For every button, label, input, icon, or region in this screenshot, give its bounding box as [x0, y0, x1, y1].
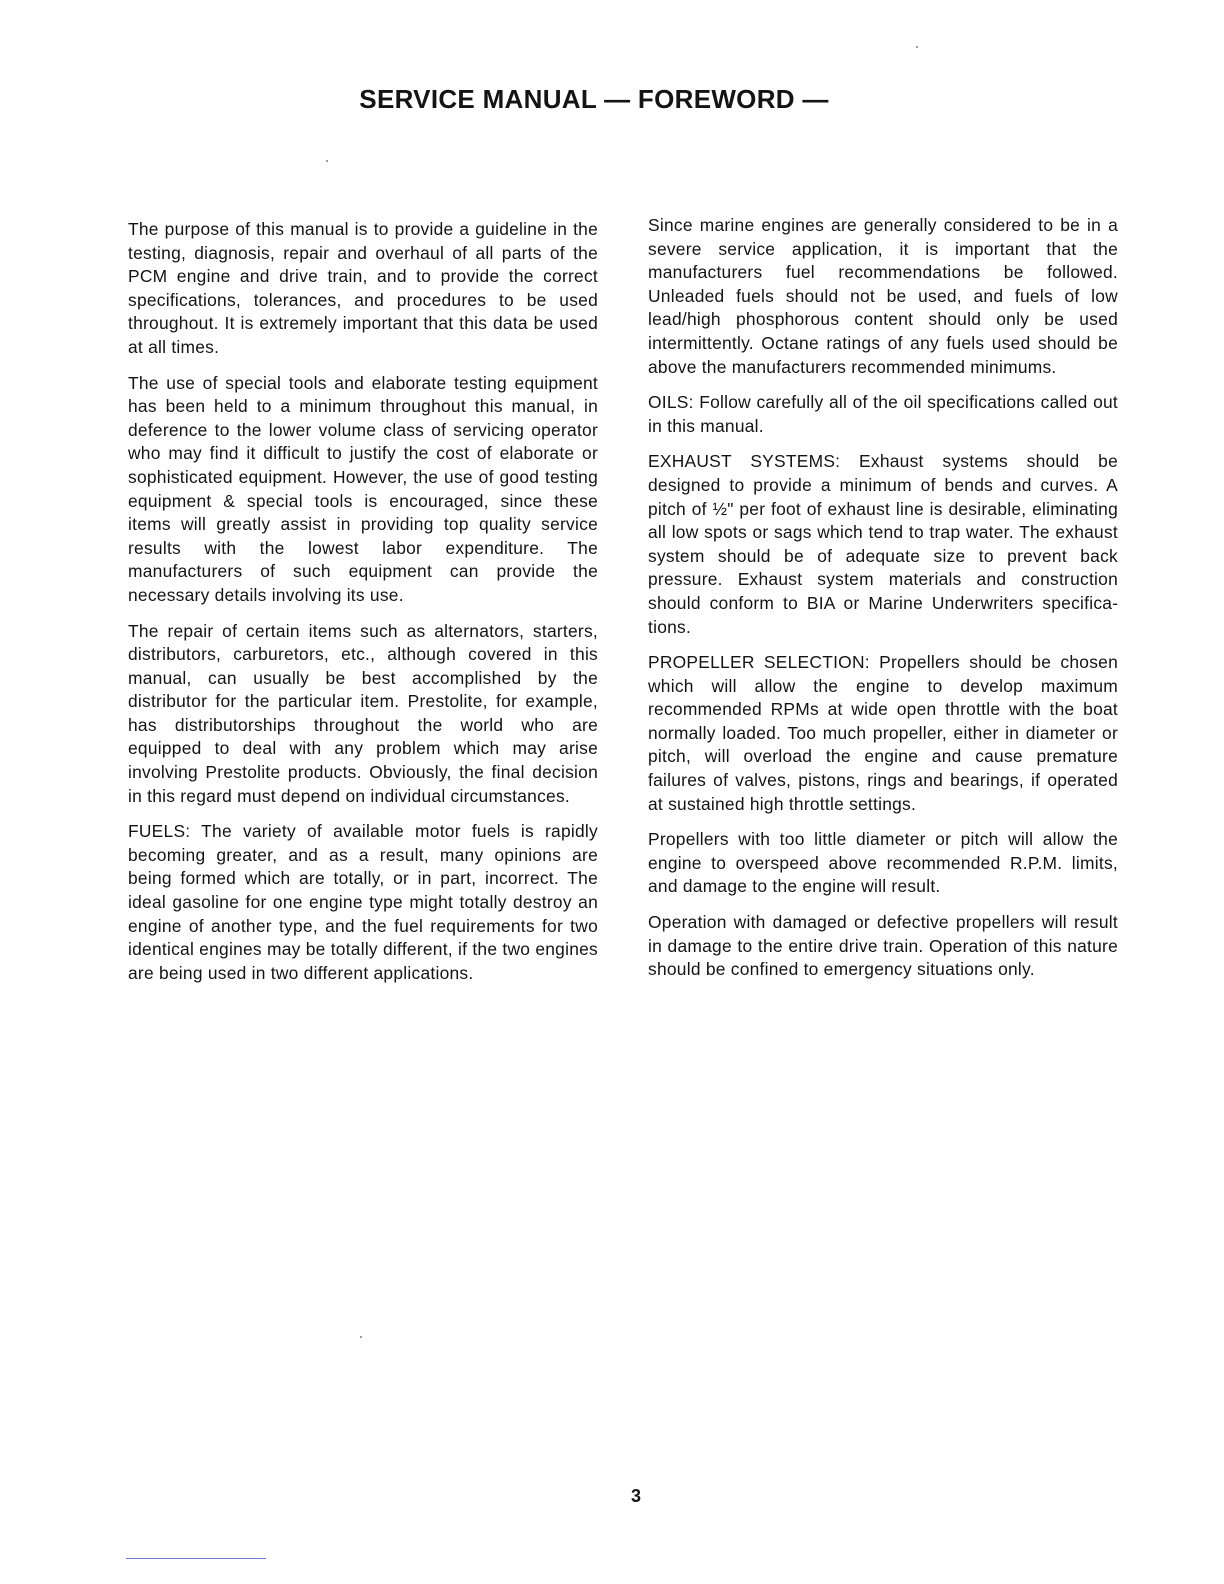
scan-speck: [326, 160, 328, 162]
paragraph-exhaust-systems: EXHAUST SYSTEMS: Exhaust systems should be designed to provide a minimum of bends and curves. A pitch of ½" per foot of exhaust line is desirable, eliminating all low spots or sags which tend to trap water. The exhaust system should be of adequate size to prevent back pressure. Exhaust system materials and construction should conform to BIA or Marine Underwriters specifications.: [648, 451, 1118, 637]
paragraph-propeller-selection: PROPELLER SELECTION: Propellers should be chosen which will allow the engine to develop maximum recommended RPMs at wide open throttle with the boat normally loaded. Too much propeller, either in diameter or pitch, will overload the engine and cause premature failures of valves, pistons, rings and bearings, if operated at sustained high throttle settings.: [648, 652, 1118, 814]
right-column: [648, 214, 1118, 994]
left-column: [128, 218, 598, 997]
scan-speck: [360, 1336, 362, 1338]
page-number: 3: [630, 1486, 641, 1506]
paragraph-repair-items: The repair of certain items such as alternators, starters, distributors, carburetors, etc., although covered in this manual, can usually be best accomplished by the distributor for the particular item. Prestolite, for example, has distributorships throughout the world who are equipped to deal with any problem which may arise involving Prestolite products. Obviously, the final decision in this regard must depend on individual circumstances.: [128, 620, 598, 806]
paragraph-damaged-propellers: Operation with damaged or defective propellers will result in damage to the entire drive train. Operation of this nature should be confined to emergency situations only.: [648, 912, 1118, 980]
paragraph-propeller-too-little: Propellers with too little diameter or pitch will allow the engine to overspeed above recommended R.P.M. limits, and damage to the engine will result.: [648, 829, 1118, 897]
paragraph-marine-fuel: Since marine engines are generally considered to be in a severe service application, it is important that the manufacturers fuel recommendations be followed. Unleaded fuels should not be used, and fuels of low lead/high phosphorous content should only be used intermittently. Octane ratings of any fuels used should be above the manufacturers recommended minimums.: [648, 215, 1118, 377]
page-title: SERVICE MANUAL — FOREWORD —: [359, 84, 829, 114]
scan-speck: [916, 46, 918, 48]
paragraph-oils: OILS: Follow carefully all of the oil specifications called out in this manual.: [648, 392, 1118, 436]
footer-rule: [126, 1558, 266, 1559]
paragraph-purpose: The purpose of this manual is to provide a guideline in the testing, diagnosis, repair and overhaul of all parts of the PCM engine and drive train, and to provide the correct specifications, tolerances, and procedures to be used throughout. It is extremely important that this data be used at all times.: [128, 219, 598, 357]
paragraph-special-tools: The use of special tools and elaborate testing equipment has been held to a minimum throughout this manual, in deference to the lower volume class of servicing operator who may find it difficult to justify the cost of elaborate or sophisticated equipment. However, the use of good testing equipment & special tools is encouraged, since these items will greatly assist in providing top quality service results with the lowest labor expenditure. The manufacturers of such equipment can provide the necessary details involving its use.: [128, 372, 598, 605]
paragraph-fuels: FUELS: The variety of available motor fuels is rapidly becoming greater, and as a result, many opinions are being formed which are totally, or in part, incorrect. The ideal gasoline for one engine type might totally destroy an engine of another type, and the fuel requirements for two identical engines may be totally different, if the two engines are being used in two different applications.: [128, 821, 598, 983]
